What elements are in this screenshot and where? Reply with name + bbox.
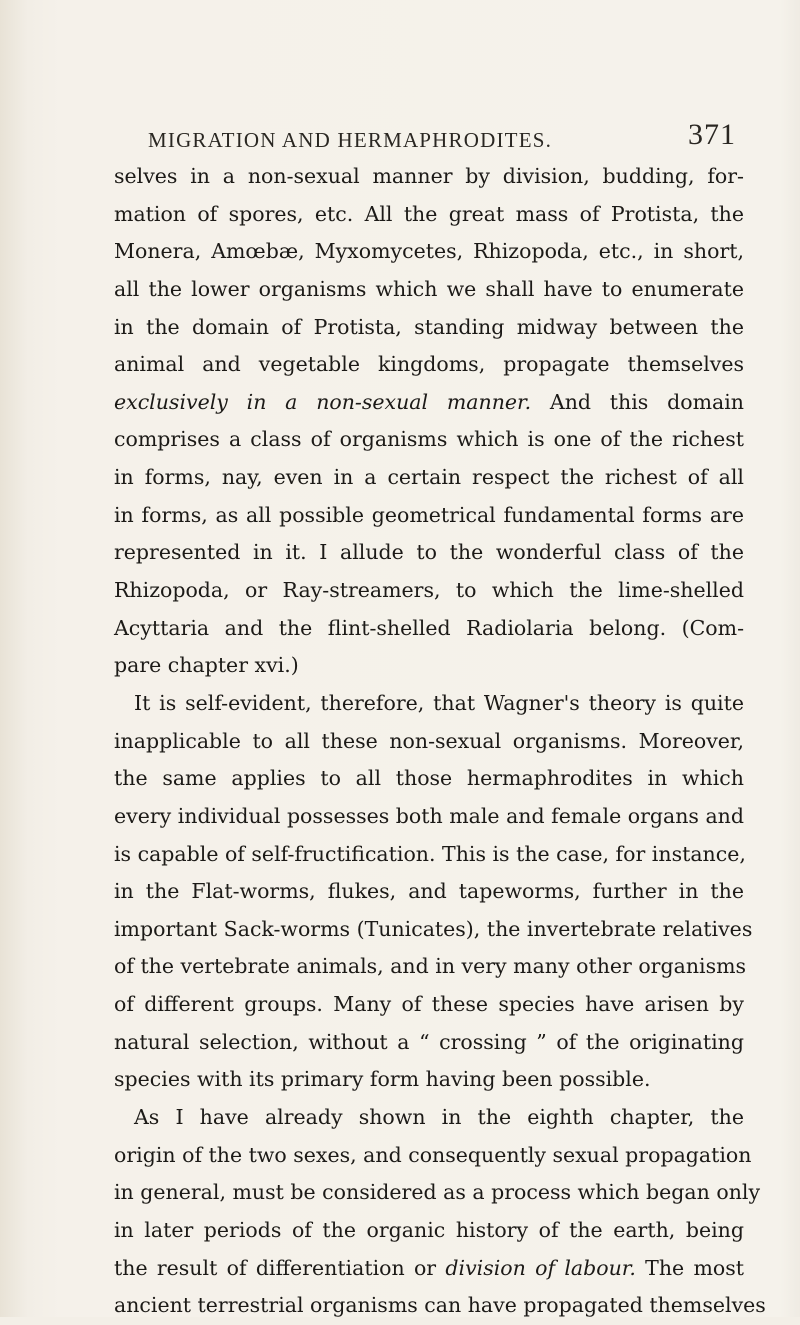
text-line: in general, must be considered as a process which began only (114, 1180, 761, 1205)
text-line: in later periods of the organic history of the earth, being (114, 1217, 744, 1242)
text-line: represented in it. I allude to the wonderful class of the (114, 540, 744, 565)
text-line: the same applies to all those hermaphrodites in which (114, 766, 744, 791)
page-header (116, 118, 736, 158)
italic-phrase: exclusively in a non-sexual manner. (114, 389, 532, 414)
text-line: natural selection, without a “ crossing ” of the originating (114, 1029, 744, 1054)
text-line: comprises a class of organisms which is one of the richest (114, 427, 744, 452)
page-number: 371 (688, 118, 736, 151)
text-line: exclusively in a non-sexual manner. And this domain (114, 389, 744, 414)
text-line: Acyttaria and the flint-shelled Radiolaria belong. (Com- (114, 615, 744, 640)
text-line: origin of the two sexes, and consequently sexual propagation (114, 1142, 752, 1167)
text-line: of different groups. Many of these species have arisen by (114, 992, 744, 1017)
text-line: in the Flat-worms, flukes, and tapeworms, further in the (114, 879, 744, 904)
text-line: is capable of self-fructification. This is the case, for instance, (114, 841, 746, 866)
running-title: MIGRATION AND HERMAPHRODITES. (148, 128, 553, 152)
text-line: important Sack-worms (Tunicates), the invertebrate relatives (114, 916, 753, 941)
text-line: selves in a non-sexual manner by division, budding, for- (114, 164, 744, 188)
text-line: in forms, as all possible geometrical fundamental forms are (114, 502, 744, 527)
text-line: It is self-evident, therefore, that Wagner's theory is quite (134, 690, 744, 715)
text-line: inapplicable to all these non-sexual organisms. Moreover, (114, 728, 744, 753)
text-line: pare chapter xvi.) (114, 653, 299, 678)
text-line: all the lower organisms which we shall have to enumerate (114, 276, 744, 301)
text-line: species with its primary form having been possible. (114, 1067, 651, 1092)
text-line: in forms, nay, even in a certain respect the richest of all (114, 465, 744, 490)
text-line: of the vertebrate animals, and in very many other organisms (114, 954, 747, 979)
body-text (114, 158, 766, 1325)
text-line: As I have already shown in the eighth chapter, the (134, 1105, 744, 1130)
text-line: Monera, Amœbæ, Myxomycetes, Rhizopoda, etc., in short, (114, 239, 744, 264)
italic-phrase: division of labour. (445, 1255, 636, 1280)
text-line: ancient terrestrial organisms can have propagated themselves (114, 1293, 766, 1318)
text-line: Rhizopoda, or Ray-streamers, to which the lime-shelled (114, 578, 744, 603)
text-line: the result of differentiation or division of labour. The most (114, 1255, 744, 1280)
text-line: animal and vegetable kingdoms, propagate themselves (114, 352, 744, 377)
text-line: every individual possesses both male and female organs and (114, 803, 744, 828)
text-line: in the domain of Protista, standing midway between the (114, 314, 744, 339)
text-line: mation of spores, etc. All the great mass of Protista, the (114, 201, 744, 226)
